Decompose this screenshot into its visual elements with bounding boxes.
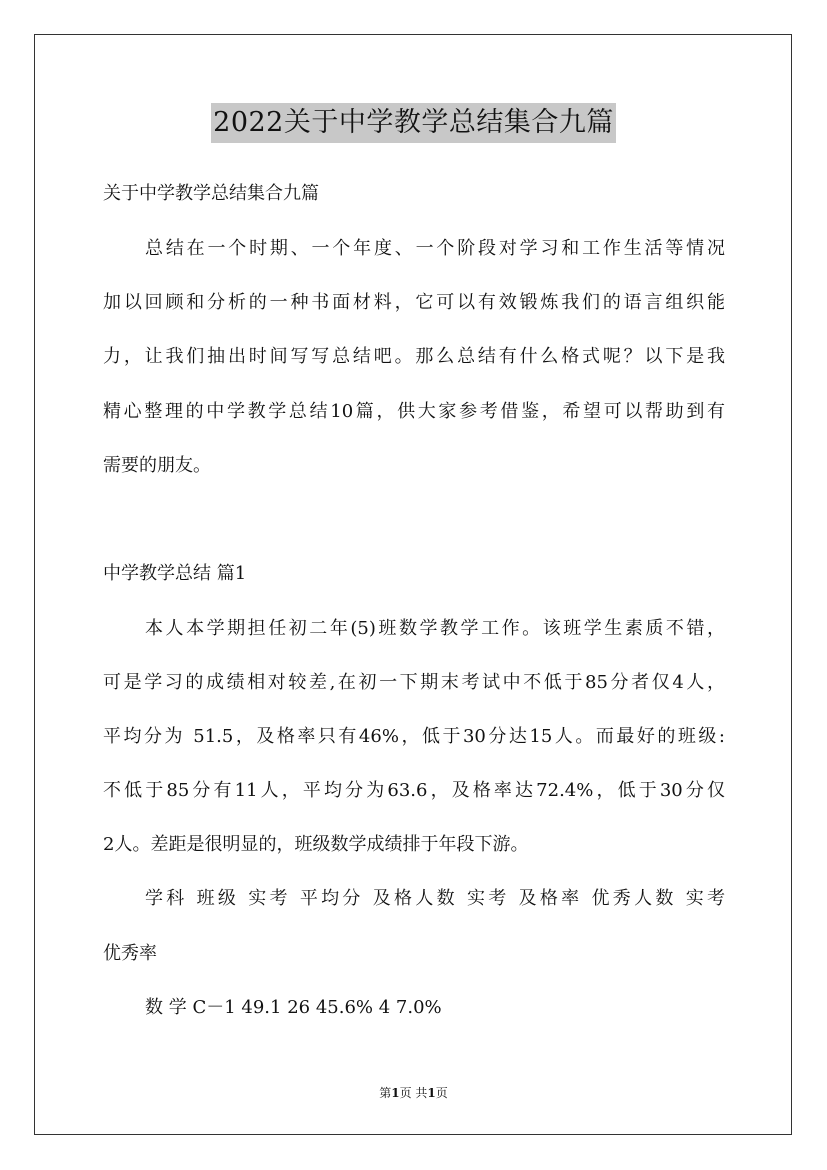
document-title: 2022关于中学教学总结集合九篇: [211, 103, 616, 143]
intro-line-1: 总结在一个时期、一个年度、一个阶段对学习和工作生活等情况: [145, 238, 725, 259]
intro-line-4: 精心整理的中学教学总结10篇，供大家参考借鉴，希望可以帮助到有: [103, 401, 725, 422]
footer-page-prefix: 第: [379, 1086, 392, 1100]
footer-page-mid: 页 共: [399, 1086, 428, 1100]
body-line-2: 可是学习的成绩相对较差,在初一下期末考试中不低于85分者仅4人，: [103, 672, 725, 693]
document-subtitle: 关于中学教学总结集合九篇: [103, 183, 319, 204]
intro-line-2: 加以回顾和分析的一种书面材料，它可以有效锻炼我们的语言组织能: [103, 292, 725, 313]
title-wrap: [0, 103, 827, 143]
body-line-1: 本人本学期担任初二年(5)班数学教学工作。该班学生素质不错，: [145, 618, 725, 639]
intro-line-3: 力，让我们抽出时间写写总结吧。那么总结有什么格式呢？以下是我: [103, 346, 725, 367]
table-header-line-2: 优秀率: [103, 943, 157, 964]
footer-page-suffix: 页: [435, 1086, 448, 1100]
body-line-3: 平均分为 51.5，及格率只有46%，低于30分达15人。而最好的班级:: [103, 726, 725, 747]
body-line-5: 2人。差距是很明显的，班级数学成绩排于年段下游。: [103, 834, 529, 855]
page-footer: [0, 1085, 827, 1101]
intro-line-5: 需要的朋友。: [103, 455, 211, 476]
footer-page-number: 1: [391, 1086, 400, 1100]
section-heading: 中学教学总结 篇1: [103, 563, 247, 584]
table-row: 数 学 C－1 49.1 26 45.6% 4 7.0%: [145, 997, 442, 1018]
table-header-line-1: 学科 班级 实考 平均分 及格人数 实考 及格率 优秀人数 实考: [145, 888, 725, 909]
footer-page-total: 1: [427, 1086, 436, 1100]
body-line-4: 不低于85分有11人，平均分为63.6，及格率达72.4%，低于30分仅: [103, 780, 725, 801]
